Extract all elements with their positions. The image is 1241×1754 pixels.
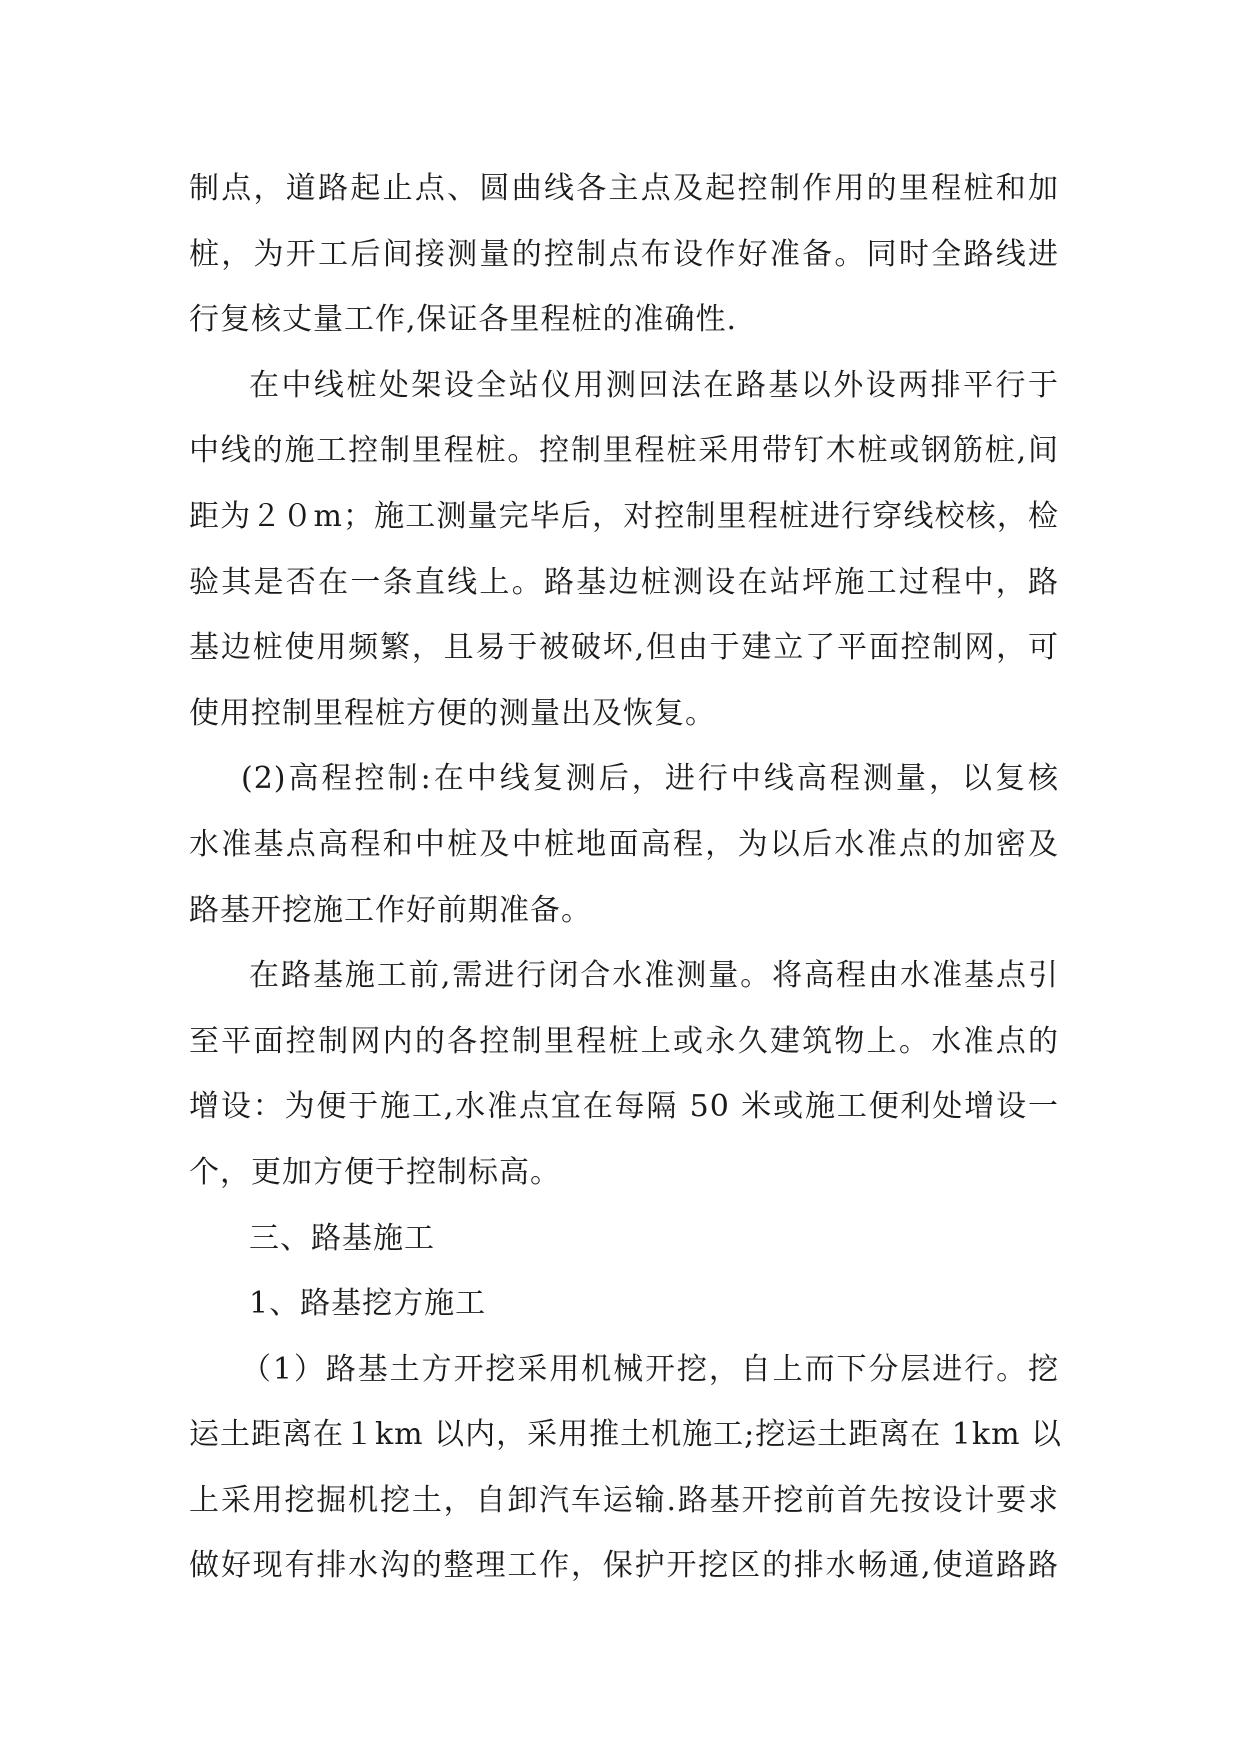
section-heading: 三、路基施工 (249, 1220, 435, 1256)
text-line-9: 使用控制里程桩方便的测量出及恢复。 (189, 695, 716, 731)
text-line-19: （1）路基土方开挖采用机械开挖，自上而下分层进行。挖 (241, 1351, 1059, 1387)
document-body (189, 156, 1063, 1599)
text-line-10: (2)高程控制:在中线复测后，进行中线高程测量，以复核 (241, 761, 1059, 797)
text-line-13: 在路基施工前,需进行闭合水准测量。将高程由水准基点引 (249, 958, 1059, 994)
text-line-6: 距为２０m；施工测量完毕后，对控制里程桩进行穿线校核，检 (189, 498, 1059, 534)
text-line-20: 运土距离在１km 以内，采用推土机施工;挖运土距离在 1km 以 (189, 1417, 1063, 1453)
subsection-heading: 1、路基挖方施工 (249, 1286, 487, 1322)
text-line-16: 个，更加方便于控制标高。 (189, 1154, 561, 1190)
text-line-14: 至平面控制网内的各控制里程桩上或永久建筑物上。水准点的 (189, 1023, 1059, 1059)
text-line-12: 路基开挖施工作好前期准备。 (189, 892, 592, 928)
text-line-21: 上采用挖掘机挖土，自卸汽车运输.路基开挖前首先按设计要求 (189, 1482, 1059, 1518)
text-line-4: 在中线桩处架设全站仪用测回法在路基以外设两排平行于 (249, 367, 1059, 403)
text-line-15: 增设：为便于施工,水准点宜在每隔 50 米或施工便利处增设一 (189, 1089, 1059, 1125)
text-line-22: 做好现有排水沟的整理工作，保护开挖区的排水畅通,使道路路 (189, 1548, 1059, 1584)
text-line-1: 制点，道路起止点、圆曲线各主点及起控制作用的里程桩和加 (189, 171, 1059, 206)
text-line-8: 基边桩使用频繁，且易于被破坏,但由于建立了平面控制网，可 (189, 630, 1059, 666)
text-line-3: 行复核丈量工作,保证各里程桩的准确性. (189, 302, 738, 338)
text-line-11: 水准基点高程和中桩及中桩地面高程，为以后水准点的加密及 (189, 826, 1059, 862)
text-line-5: 中线的施工控制里程桩。控制里程桩采用带钉木桩或钢筋桩,间 (189, 433, 1059, 469)
text-line-2: 桩，为开工后间接测量的控制点布设作好准备。同时全路线进 (189, 236, 1059, 272)
text-line-7: 验其是否在一条直线上。路基边桩测设在站坪施工过程中，路 (189, 564, 1059, 600)
